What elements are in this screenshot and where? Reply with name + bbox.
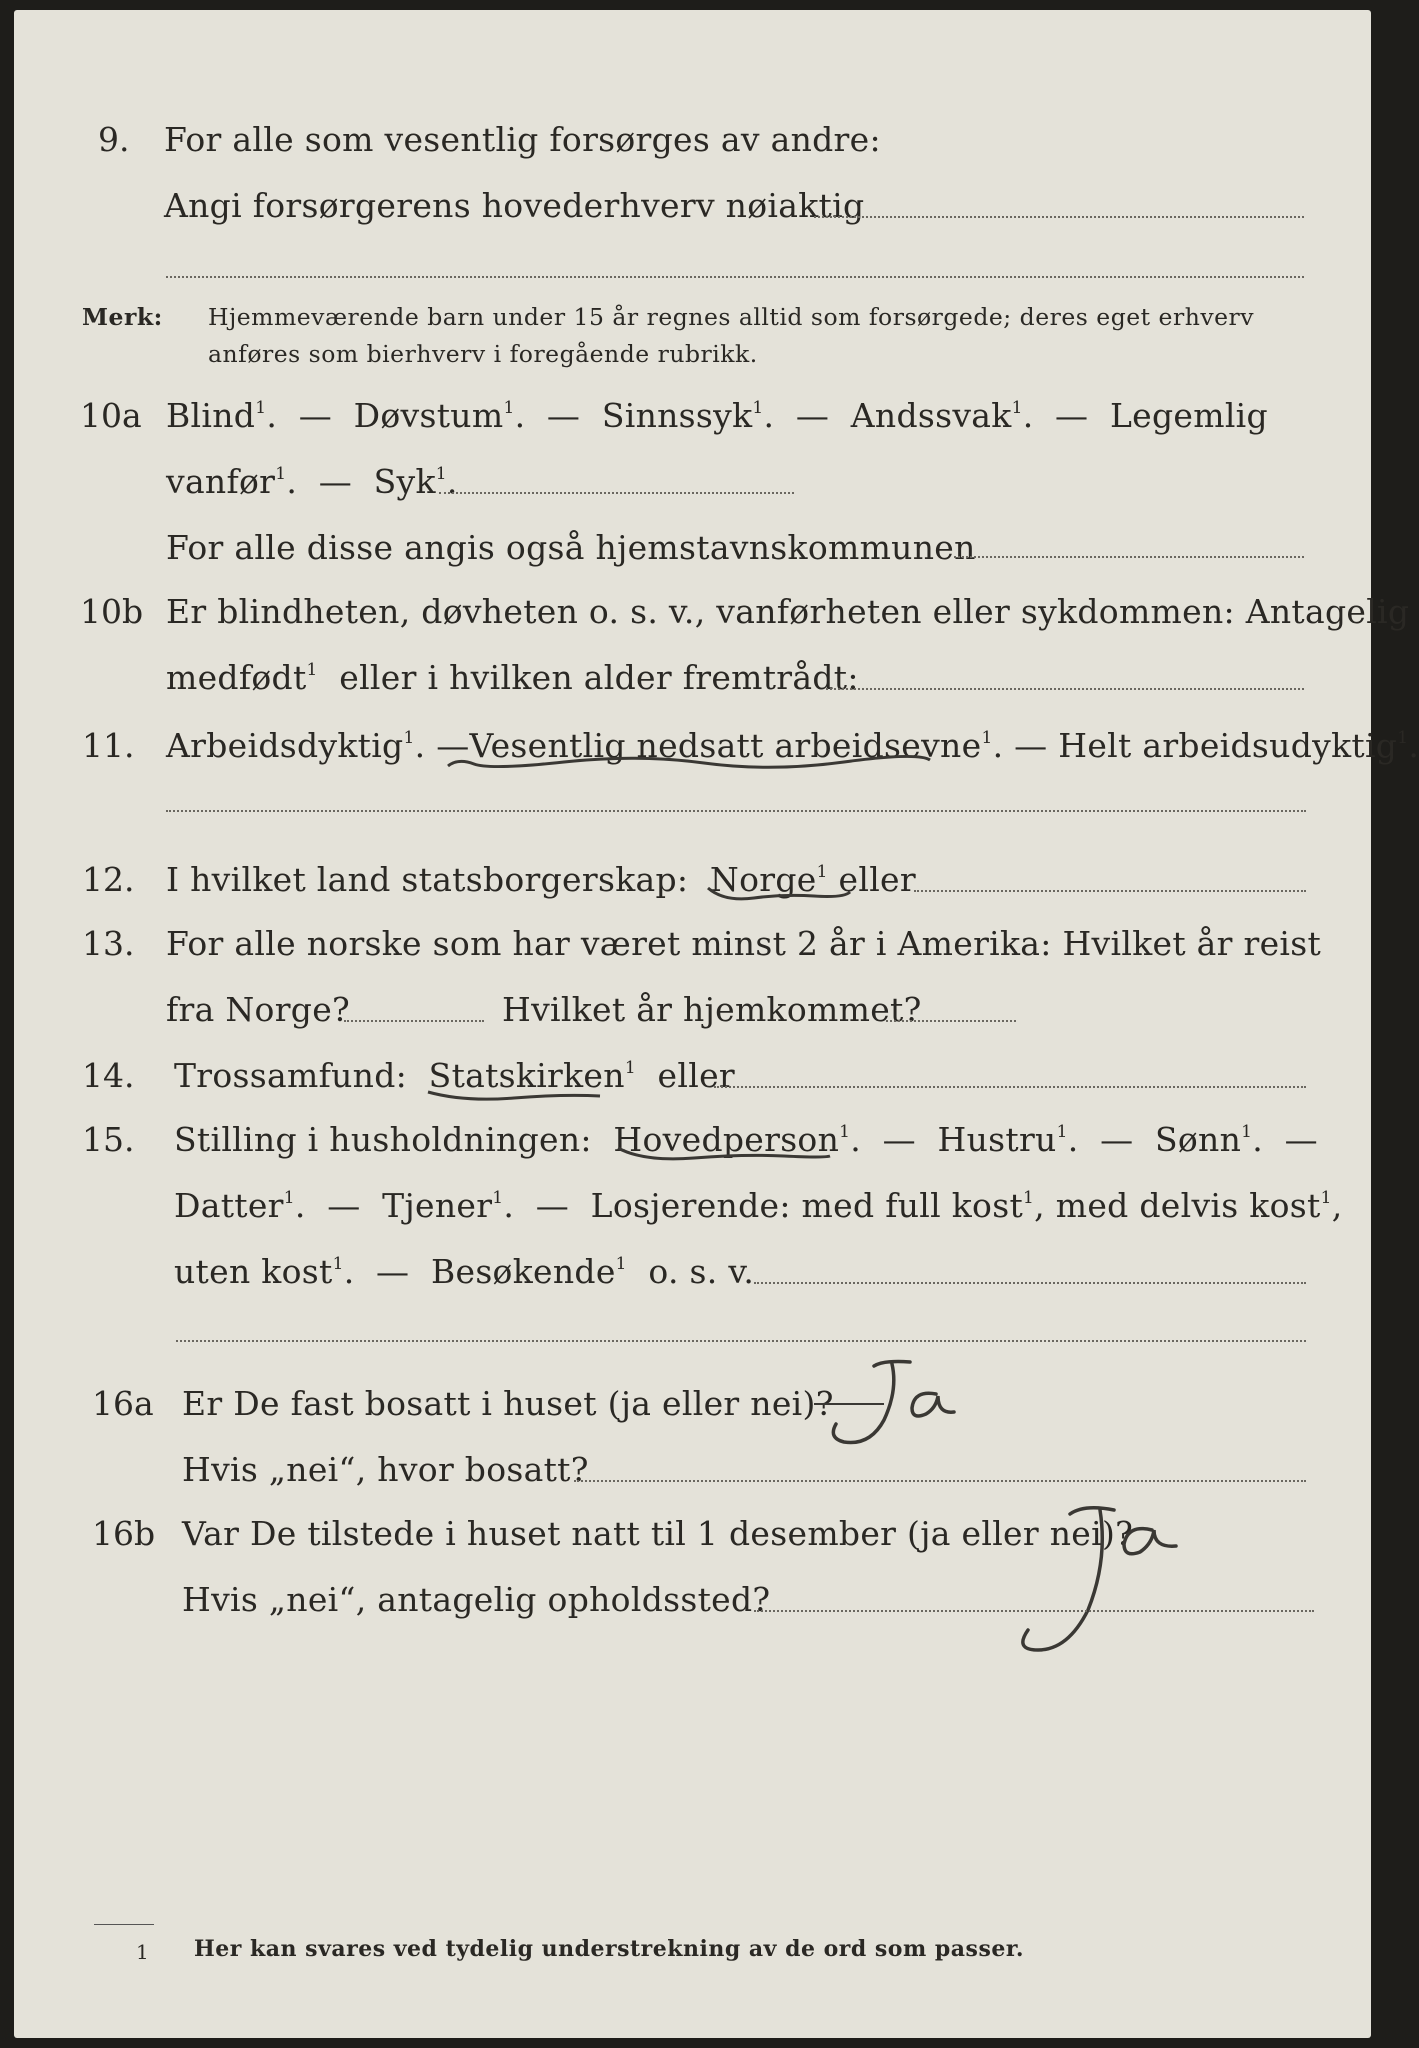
option-statskirken[interactable]: Statskirken (428, 1056, 625, 1095)
question-13-line1: For alle norske som har været minst 2 år i Amerika: Hvilket år reist (166, 924, 1322, 963)
answer-line-q14[interactable] (714, 1086, 1306, 1088)
option-tjener[interactable]: Tjener (382, 1186, 493, 1225)
answer-line-q12[interactable] (914, 890, 1306, 892)
answer-line-q9b[interactable] (166, 276, 1304, 278)
question-9-line2: Angi forsørgerens hovederhverv nøiaktig (164, 186, 865, 225)
answer-line-q10a-hjemstavn[interactable] (954, 556, 1304, 558)
question-10a-line2: vanfør$^1$. — Syk$^1$. (166, 462, 458, 501)
option-besokende[interactable]: Besøkende (430, 1252, 616, 1291)
question-10b-line2: medfødt$^1$ eller i hvilken alder fremtrådt: (166, 658, 859, 697)
option-andssvak[interactable]: Andssvak (850, 396, 1012, 435)
answer-line-q11[interactable] (166, 810, 1306, 812)
question-15-stilling: Stilling i husholdningen: (174, 1120, 592, 1159)
handwritten-answer-16a (814, 1350, 1014, 1460)
handwritten-underline-norge (704, 880, 854, 906)
question-10a-line3: For alle disse angis også hjemstavnskommunen (166, 528, 976, 567)
merk-line2: anføres som bierhverv i foregående rubrikk. (208, 340, 758, 368)
option-dovstum[interactable]: Døvstum (353, 396, 504, 435)
question-14-number: 14. (82, 1056, 135, 1095)
question-15-line1: Stilling i husholdningen: Hovedperson$^1$. — Hustru$^1$. — Sønn$^1$. — (174, 1120, 1318, 1159)
handwritten-underline-hovedperson (614, 1140, 834, 1170)
footnote-marker: 1 (136, 1940, 150, 1964)
merk-line1: Hjemmeværende barn under 15 år regnes alltid som forsørgede; deres eget erhverv (208, 303, 1255, 331)
question-12-number: 12. (82, 860, 135, 899)
option-arbeidsdyktig[interactable]: Arbeidsdyktig (166, 726, 404, 765)
question-11-line: Arbeidsdyktig$^1$. —Vesentlig nedsatt arbeidsevne$^1$. — Helt arbeidsudyktig$^1$. (166, 726, 1419, 765)
option-helt-udyktig[interactable]: Helt arbeidsudyktig (1058, 726, 1398, 765)
option-alder: eller i hvilken alder fremtrådt: (339, 658, 859, 697)
question-15-line3: uten kost$^1$. — Besøkende$^1$ o. s. v. (174, 1252, 755, 1291)
handwritten-answer-16b (1004, 1500, 1304, 1670)
option-delvis-kost[interactable]: med delvis kost (1055, 1186, 1321, 1225)
answer-line-q16a[interactable] (574, 1480, 1306, 1482)
option-hustru[interactable]: Hustru (937, 1120, 1057, 1159)
question-12-text: I hvilket land statsborgerskap: (166, 860, 689, 899)
option-legemlig[interactable]: Legemlig (1109, 396, 1268, 435)
question-14-line: Trossamfund: Statskirken$^1$ eller (174, 1056, 735, 1095)
answer-line-q9a[interactable] (814, 216, 1304, 218)
question-14-eller: eller (657, 1056, 735, 1095)
option-sonn[interactable]: Sønn (1154, 1120, 1242, 1159)
census-form-page (14, 10, 1419, 2038)
question-16a-line2: Hvis „nei“, hvor bosatt? (182, 1450, 589, 1489)
footnote-rule (94, 1924, 154, 1925)
question-16b-line1: Var De tilstede i huset natt til 1 desember (ja eller nei)? (182, 1514, 1134, 1553)
answer-line-q13-reist[interactable] (344, 1020, 484, 1022)
handwritten-underline-vesentlig (444, 748, 934, 778)
option-datter[interactable]: Datter (174, 1186, 284, 1225)
question-10a-line1: Blind$^1$. — Døvstum$^1$. — Sinnssyk$^1$. — Andssvak$^1$. — Legemlig (166, 396, 1268, 435)
answer-line-q10b[interactable] (826, 688, 1304, 690)
question-10b-number: 10b (80, 592, 144, 631)
answer-line-q13-hjemkommet[interactable] (886, 1020, 1016, 1022)
question-16a-number: 16a (92, 1384, 154, 1423)
question-10b-line1: Er blindheten, døvheten o. s. v., vanførheten eller sykdommen: Antagelig (166, 592, 1410, 631)
option-full-kost[interactable]: Losjerende: med full kost (590, 1186, 1024, 1225)
question-13-number: 13. (82, 924, 135, 963)
question-13-hjemkommet: Hvilket år hjemkommet? (502, 990, 922, 1029)
question-11-number: 11. (82, 726, 135, 765)
question-16a-line1: Er De fast bosatt i huset (ja eller nei)? (182, 1384, 834, 1423)
question-15-osv: o. s. v. (648, 1252, 755, 1291)
question-12-line: I hvilket land statsborgerskap: Norge$^1$ eller (166, 860, 916, 899)
question-10a-number: 10a (80, 396, 142, 435)
option-sinnssyk[interactable]: Sinnssyk (601, 396, 753, 435)
handwritten-underline-statskirken (424, 1082, 604, 1106)
question-16b-number: 16b (92, 1514, 156, 1553)
question-9-number: 9. (98, 120, 130, 159)
answer-line-q10a-syk[interactable] (439, 492, 794, 494)
answer-line-q16b[interactable] (754, 1610, 1314, 1612)
option-uten-kost[interactable]: uten kost (174, 1252, 333, 1291)
question-13-fra-norge: fra Norge? (166, 990, 351, 1029)
answer-line-q15b[interactable] (176, 1340, 1306, 1342)
question-16b-line2: Hvis „nei“, antagelig opholdssted? (182, 1580, 771, 1619)
option-medfodt[interactable]: medfødt (166, 658, 307, 697)
question-14-text: Trossamfund: (174, 1056, 408, 1095)
option-syk[interactable]: Syk (373, 462, 436, 501)
option-vanfor[interactable]: vanfør (166, 462, 276, 501)
option-norge[interactable]: Norge (709, 860, 817, 899)
option-hovedperson[interactable]: Hovedperson (613, 1120, 840, 1159)
question-12-eller: eller (838, 860, 916, 899)
question-9-line1: For alle som vesentlig forsørges av andre: (164, 120, 881, 159)
merk-label: Merk: (82, 303, 163, 331)
option-blind[interactable]: Blind (166, 396, 256, 435)
answer-line-q15a[interactable] (754, 1282, 1306, 1284)
option-vesentlig-nedsatt[interactable]: Vesentlig nedsatt arbeidsevne (469, 726, 982, 765)
question-15-number: 15. (82, 1120, 135, 1159)
footnote-text: Her kan svares ved tydelig understrekning av de ord som passer. (194, 1936, 1025, 1962)
question-15-line2: Datter$^1$. — Tjener$^1$. — Losjerende: med full kost$^1$, med delvis kost$^1$, (174, 1186, 1343, 1225)
